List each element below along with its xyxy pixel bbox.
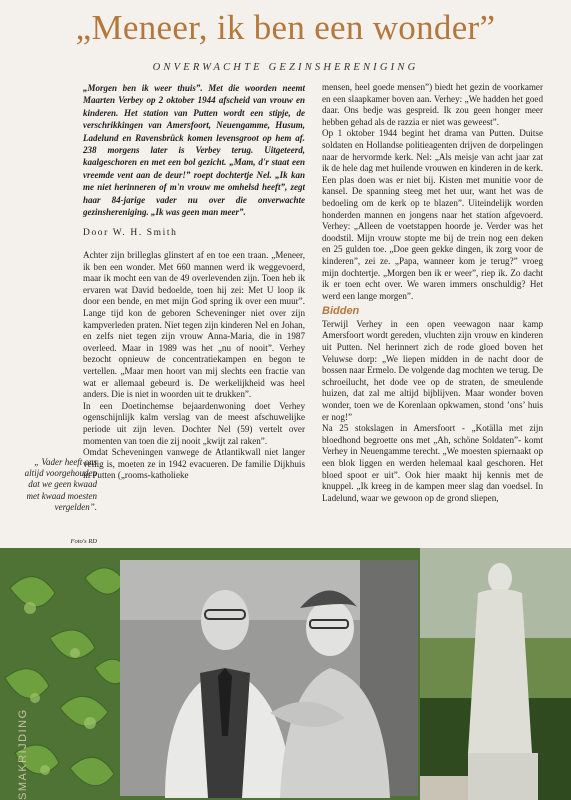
body-paragraph: Omdat Scheveningen vanwege de Atlantikwall niet langer veilig is, moeten ze in 1942 evacueren. De familie Dijkhuis in Putten („rooms-katholieke xyxy=(83,447,305,481)
body-paragraph: Terwijl Verhey in een open veewagon naar kamp Amersfoort wordt gereden, vluchten zijn vrouw en kinderen uit Putten. Nel herinnert zich de rode gloed boven het Veluwse dorp: „We liepen midden in de nacht door de bossen naar Ermelo. De volgende dag mochten we terug. De schroeilucht, het dode vee op de straten, de smeulende huizen, dat zal me altijd bijblijven. Maar wonder boven wonder, toen we de Korenlaan opkwamen, stond ’ons’ huis er nog!” xyxy=(322,318,543,422)
photo-credit: Foto's RD xyxy=(70,538,97,545)
body-paragraph: Na 25 stokslagen in Amersfoort - „Kotälla met zijn bloedhond begroette ons met „Ah, schöne Soldaten”- komt Verhey in Neuengamme terecht. „We moesten spiernaakt op een blok liggen en werden helemaal kaal geschoren. Het bloed spoot er uit”. Ook hier maakt hij kennis met de knuppel. „Ik kreeg in de kampen meer slag dan voedsel. In Ladelund, waar we gewoon op de grond sliepen, xyxy=(322,423,543,503)
garden-photo-illustration xyxy=(0,548,571,800)
body-paragraph: mensen, heel goede mensen”) biedt het gezin de voorkamer en een slaapkamer boven aan. Verhey: „We hadden het goed daar. Ons bedje was gespreid. Ik zou geen honger meer hebben gehad als de razzia er niet was geweest”. xyxy=(322,82,543,127)
right-column xyxy=(322,82,543,504)
article-title: „Meneer, ik ben een wonder” xyxy=(75,8,496,47)
article-intro: „Morgen ben ik weer thuis”. Met die woorden neemt Maarten Verbey op 2 oktober 1944 afscheid van vrouw en kinderen. Het station van Putten wordt een stipje, de verschrikkingen van Amersfoort, Neuengamme, Husum, Ladelund en Ravensbrück komen levensgroot op hem af. 238 morgens later is Verbey terug. Uitgeteerd, kaalgeschoren en met een bol gezicht. „Mam, d'r staat een vreemde vent aan de deur!” roept dochtertje Nel. „Ik kan me niet herinneren of m'n vrouw me omhelsd heeft”, zegt haar 84-jarige vader nu over die onverwachte gezinshereniging. „Ik was geen man meer”. xyxy=(83,83,305,218)
section-tag: SMAKRIJDING xyxy=(17,708,29,800)
section-heading: Bidden xyxy=(322,305,360,318)
photo-caption: „ Vader heeft ons altijd voorgehouden dat we geen kwaad met kwaad moesten vergelden”. xyxy=(24,457,97,512)
article-photo xyxy=(0,548,571,800)
body-paragraph: Achter zijn brilleglas glinstert af en toe een traan. „Meneer, ik ben een wonder. Met 660 mannen werd ik weggevoerd, maar ik mocht een van de 49 overlevenden zijn. Toen heb ik ervaren wat David bedoelde, toen hij zei: Met U loop ik door een bende, en met mijn God spring ik over een muur”. Lange tijd kon de geboren Scheveninger niet over zijn kampverleden praten. Niet tegen zijn kinderen Nel en Johan, en zelfs niet tegen zijn vrouw Anna-Maria, die in 1987 overleed. Maar in 1989 was het „nu of nooit”. Verhey bezocht opnieuw de concentratiekampen en begon te vertellen. „Maar men hoort van mij slechts een fractie van wat er allemaal gebeurd is. De werkelijkheid was heel anders. Die is niet in woorden uit te drukken”. xyxy=(83,250,305,400)
body-paragraph: Op 1 oktober 1944 begint het drama van Putten. Duitse soldaten en Hollandse politieagenten drijven de dorpelingen naar de hervormde kerk. Nel: „Als meisje van acht jaar zat ik de hele dag met huilende vrouwen en kinderen in de kerk. Een plas doen was er niet bij. Kisten met munitie voor de kansel. De spanning steeg met het uur, want het was de bedoeling om de kerk op te blazen”. Uiteindelijk worden honderden mannen en jongens naar het station afgevoerd. Verhey: „Alleen de voetstappen hoorde je. Verder was het doodstil. Mijn vrouw stopte me bij de trein nog een deken en 25 gulden toe. „Doe geen gekke dingen, ik zorg voor de kinderen”, zei ze. „Papa, wanneer kom je terug?” vroeg mijn dochtertje. „Morgen ben ik er weer”, riep ik. Zo dacht ik er toen echt over. We waren immers onschuldig? Het werd een lange morgen”. xyxy=(322,128,543,301)
byline: Door W. H. Smith xyxy=(83,228,178,239)
body-paragraph: In een Doetinchemse bejaardenwoning doet Verhey ogenschijnlijk kalm verslag van de meest afschuwelijke periode uit zijn leven. Dochter Nel (59) vertelt over momenten van toen die zij nooit „kwijt zal raken”. xyxy=(83,400,305,446)
left-column xyxy=(83,82,305,482)
article-subtitle: ONVERWACHTE GEZINSHERENIGING xyxy=(152,62,419,73)
